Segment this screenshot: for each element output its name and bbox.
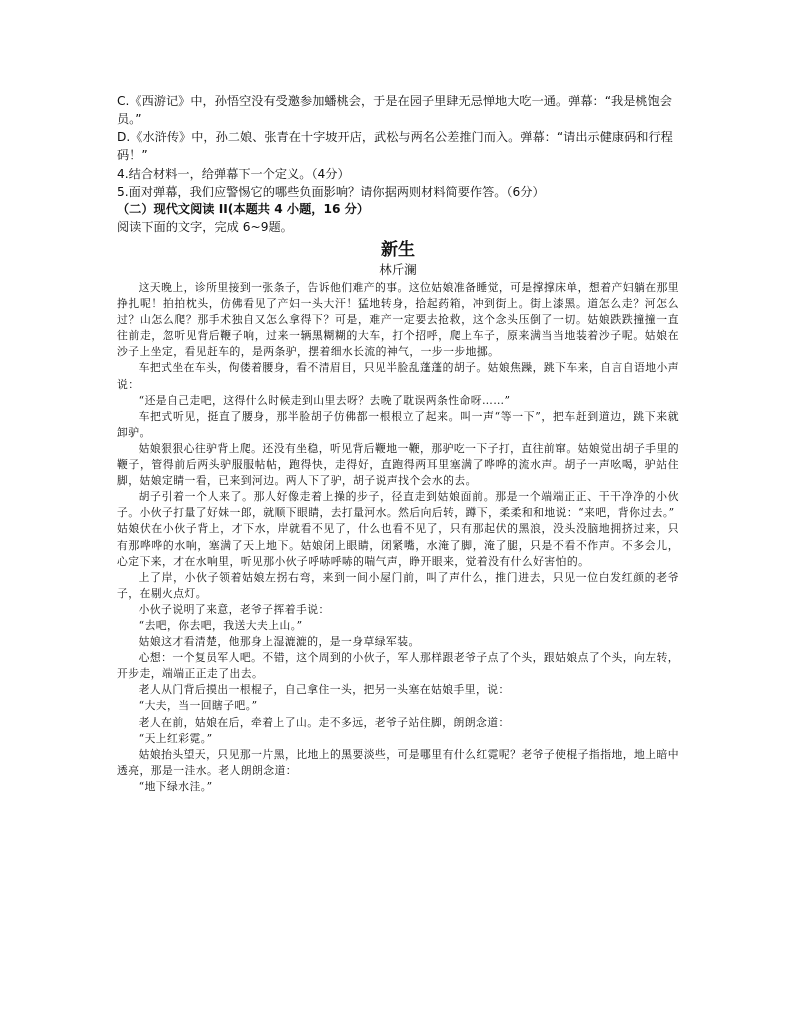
option-c: C.《西游记》中，孙悟空没有受邀参加蟠桃会，于是在园子里肆无忌惮地大吃一通。弹幕：“我是桃饱会员。” [117,94,672,126]
question-5: 5.面对弹幕，我们应警惕它的哪些负面影响？请你据两则材料简要作答。（6分） [117,185,545,199]
story-paragraph: 小伙子说明了来意，老爷子挥着手说： [138,602,330,616]
story-paragraph: 姑娘狠狠心往驴背上爬。还没有坐稳，听见背后鞭地一鞭，那驴吃一下子打，直往前窜。姑娘觉出胡子手里的鞭子，管得前后两头驴服服帖帖，跑得快，走得好，直跑得两耳里塞满了哗哗的流水声。胡子一声吆喝，驴站住脚，姑娘定睛一看，已来到河边。两人下了驴，胡子说声找个会水的去。 [117,441,679,488]
story-paragraph: 车把式听见，挺直了腰身，那半脸胡子仿佛都一根根立了起来。叫一声“等一下”，把车赶到道边，跳下来就卸驴。 [117,409,679,439]
story-paragraph: 上了岸，小伙子领着姑娘左拐右弯，来到一间小屋门前，叫了声什么，推门进去，只见一位白发红颜的老爷子，在剔火点灯。 [117,570,679,600]
section-heading: （二）现代文阅读 II(本题共 4 小题，16 分） [117,202,370,216]
story-body [117,280,679,795]
story-paragraph: “去吧，你去吧，我送大夫上山。” [138,618,303,632]
question-block [117,92,679,236]
story-paragraph: “大夫，当一回瞎子吧。” [138,699,258,713]
story-paragraph: 这天晚上，诊所里接到一张条子，告诉他们难产的事。这位姑娘准备睡觉，可是撑撑床单，想着产妇躺在那里挣扎呢！拍拍枕头，仿佛看见了产妇一头大汗！猛地转身，拾起药箱，冲到街上。街上漆黑。道怎么走？河怎么过？山怎么爬？那手术独自又怎么拿得下？可是，难产一定要去抢救，这个念头压倒了一切。姑娘跌跌撞撞一直往前走，忽听见背后鞭子响，过来一辆黑糊糊的大车，打个招呼，爬上车子，原来满当当地装着沙子呢。姑娘在沙子上坐定，看见赶车的，是两条驴，摆着细水长流的神气，一步一步地挪。 [117,281,679,359]
story-paragraph: 胡子引着一个人来了。那人好像走着上操的步子，径直走到姑娘面前。那是一个端端正正、干干净净的小伙子。小伙子打量了好妹一郎，就顺下眼睛，去打量河水。然后向后转，蹲下，柔柔和和地说：“来吧，背你过去。” [117,490,679,520]
story-paragraph: 心想：一个复员军人吧。不错，这个周到的小伙子，军人那样跟老爷子点了个头，跟姑娘点了个头，向左转，开步走，端端正正走了出去。 [117,651,679,681]
question-4: 4.结合材料一，给弹幕下一个定义。（4分） [117,167,350,181]
story-paragraph: 姑娘伏在小伙子背上，才下水，岸就看不见了，什么也看不见了，只有那起伏的黑浪，没头没脑地拥挤过来，只有那哗哗的水响，塞满了天上地下。姑娘闭上眼睛，闭紧嘴，水淹了脚，淹了腿，只是不看不作声。不多会儿，心定下来，才在水响里，听见那小伙子呼哧呼哧的喘气声，睁开眼来，觉着没有什么好害怕的。 [117,522,679,568]
story-paragraph: “地下绿水洼。” [138,779,213,793]
story-paragraph: 车把式坐在车头，佝偻着腰身，看不清眉目，只见半脸乱蓬蓬的胡子。姑娘焦躁，跳下车来，自言自语地小声说： [117,361,679,391]
story-paragraph: “天上红彩霓。” [138,731,213,745]
story-paragraph: 老人从门背后摸出一根棍子，自己拿住一头，把另一头塞在姑娘手里，说： [138,683,510,697]
story-title: 新生 [381,240,415,260]
option-d: D.《水浒传》中，孙二娘、张青在十字坡开店，武松与两名公差推门而入。弹幕：“请出示健康码和行程码！” [117,130,673,162]
exam-page [117,92,679,795]
story-author: 林斤澜 [379,262,417,277]
story-paragraph: “还是自己走吧，这得什么时候走到山里去呀？去晚了耽误两条性命呀……” [138,393,511,407]
section-instruction: 阅读下面的文字，完成 6~9题。 [117,220,293,234]
story-paragraph: 姑娘抬头望天，只见那一片黑，比地上的黑要淡些，可是哪里有什么红霓呢？老爷子使棍子指指地，地上暗中透亮，那是一洼水。老人朗朗念道： [117,747,679,777]
story-paragraph: 姑娘这才看清楚，他那身上湿漉漉的，是一身草绿军装。 [138,635,420,649]
story-paragraph: 老人在前，姑娘在后，牵着上了山。走不多远，老爷子站住脚，朗朗念道： [138,715,510,729]
